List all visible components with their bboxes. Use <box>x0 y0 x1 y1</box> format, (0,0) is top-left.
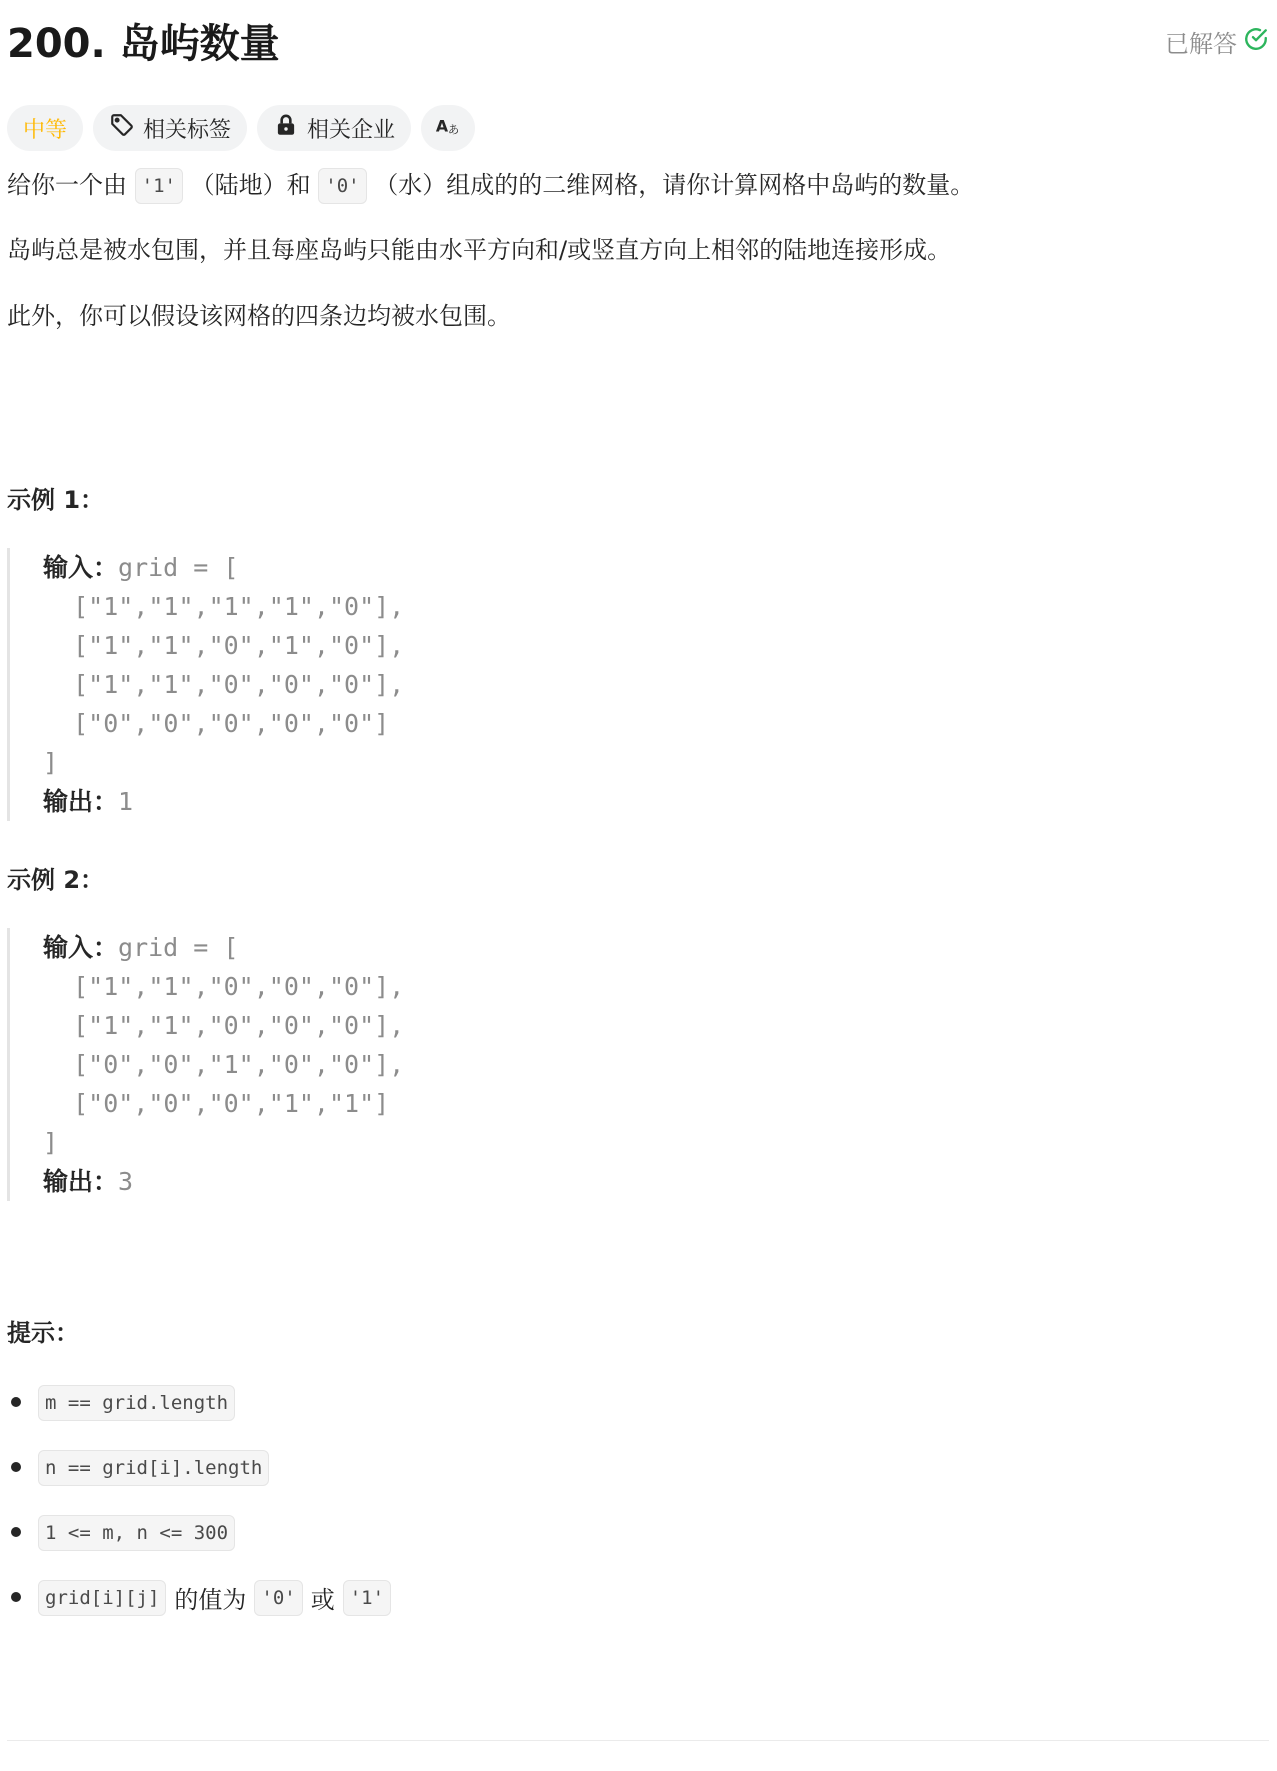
output-label: 输出： <box>43 787 119 816</box>
input-label: 输入： <box>43 933 119 962</box>
code-land: '1' <box>135 168 183 204</box>
example-1-row: ["1","1","1","1","0"], <box>43 592 405 621</box>
lock-icon <box>273 112 299 144</box>
problem-title[interactable]: 200. 岛屿数量 <box>7 21 280 67</box>
constraints-title: 提示： <box>7 1319 79 1347</box>
bullet-icon <box>11 1462 21 1472</box>
example-1-close: ] <box>43 748 59 777</box>
example-2-block <box>7 928 643 1201</box>
solved-status <box>1165 24 1269 59</box>
problem-tags <box>7 105 475 151</box>
description-paragraph-2: 岛屿总是被水包围，并且每座岛屿只能由水平方向和/或竖直方向上相邻的陆地连接形成。 <box>7 236 952 264</box>
constraint-code: 1 <= m, n <= 300 <box>38 1515 235 1551</box>
desc-text-a: 给你一个由 <box>7 171 127 199</box>
constraint-code: '1' <box>343 1580 391 1616</box>
constraint-item <box>7 1435 399 1500</box>
constraint-item <box>7 1370 399 1435</box>
example-2-close: ] <box>43 1128 59 1157</box>
description-paragraph-1 <box>7 167 974 204</box>
description-paragraph-3: 此外，你可以假设该网格的四条边均被水包围。 <box>7 302 511 330</box>
related-tags-label: 相关标签 <box>143 117 232 143</box>
example-1-row: ["1","1","0","0","0"], <box>43 670 405 699</box>
difficulty-label: 中等 <box>23 117 68 143</box>
constraints-list <box>7 1370 399 1630</box>
difficulty-badge <box>7 105 83 151</box>
example-2-row: ["0","0","1","0","0"], <box>43 1050 405 1079</box>
output-label: 输出： <box>43 1167 119 1196</box>
related-tags-button[interactable] <box>93 105 247 151</box>
example-2-row: ["1","1","0","0","0"], <box>43 972 405 1001</box>
example-2-row: ["0","0","0","1","1"] <box>43 1089 390 1118</box>
desc-text-c: （水）组成的的二维网格，请你计算网格中岛屿的数量。 <box>374 171 975 199</box>
constraint-item <box>7 1500 399 1565</box>
related-companies-button[interactable] <box>257 105 411 151</box>
example-1-output: 1 <box>118 787 134 816</box>
example-1-title: 示例 1： <box>7 486 105 514</box>
tag-icon <box>109 112 135 144</box>
check-circle-icon <box>1243 26 1269 58</box>
example-1-code <box>43 548 643 821</box>
constraint-code: m == grid.length <box>38 1385 235 1421</box>
translate-icon <box>435 112 461 144</box>
example-2-row: ["1","1","0","0","0"], <box>43 1011 405 1040</box>
example-1-row: ["1","1","0","1","0"], <box>43 631 405 660</box>
bullet-icon <box>11 1527 21 1537</box>
translate-button[interactable] <box>421 105 475 151</box>
example-2-input-head: grid = [ <box>118 933 239 962</box>
example-2-title: 示例 2： <box>7 866 105 894</box>
constraint-text: 或 <box>310 1586 335 1614</box>
constraint-code: grid[i][j] <box>38 1580 166 1616</box>
problem-header <box>7 0 1269 90</box>
svg-text:A: A <box>435 116 449 136</box>
constraint-code: n == grid[i].length <box>38 1450 269 1486</box>
input-label: 输入： <box>43 553 119 582</box>
constraint-text: 的值为 <box>174 1586 247 1614</box>
constraint-item <box>7 1565 399 1630</box>
example-2-output: 3 <box>118 1167 134 1196</box>
example-1-row: ["0","0","0","0","0"] <box>43 709 390 738</box>
bullet-icon <box>11 1592 21 1602</box>
related-companies-label: 相关企业 <box>307 117 396 143</box>
desc-text-b: （陆地）和 <box>190 171 311 199</box>
constraint-code: '0' <box>254 1580 302 1616</box>
example-2-code <box>43 928 643 1201</box>
bullet-icon <box>11 1397 21 1407</box>
problem-description <box>7 0 1269 1614</box>
code-water: '0' <box>318 168 366 204</box>
example-1-block <box>7 548 643 821</box>
example-1-input-head: grid = [ <box>118 553 239 582</box>
divider <box>7 1740 1269 1741</box>
solved-label: 已解答 <box>1165 30 1237 58</box>
svg-text:あ: あ <box>448 123 460 137</box>
